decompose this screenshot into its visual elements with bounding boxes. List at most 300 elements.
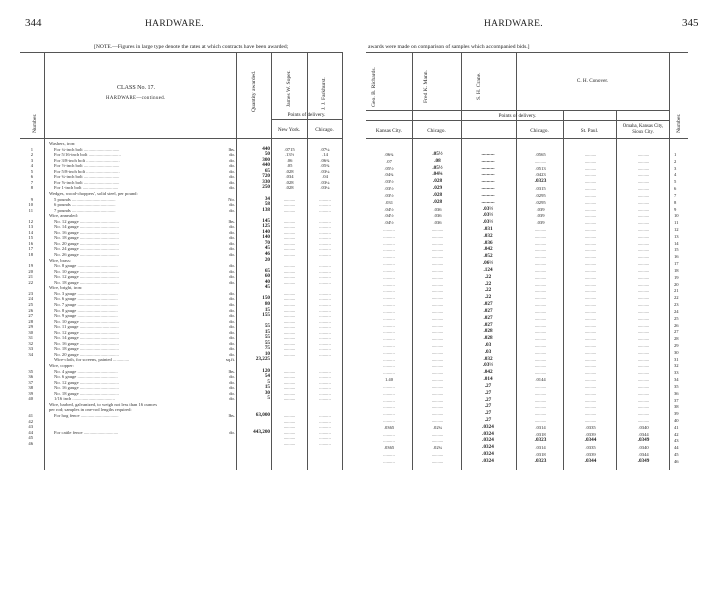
price-chicago: .......... [319,301,331,307]
price-crane: .032 [483,355,493,362]
row-number: 19 [28,263,33,269]
price-conover-chicago: .......... [534,308,547,314]
item-description: Washers, iron: [49,141,76,146]
table-row [366,227,688,234]
quantity-awarded: 34 [264,195,270,202]
table-row [366,302,688,309]
row-number: 11 [674,220,679,226]
price-crane: .......... [481,185,495,192]
unit: do. [229,296,235,302]
price-chicago: .......... [319,274,331,280]
price-mann: .......... [431,233,444,239]
row-number: 21 [28,274,33,280]
row-number: 22 [28,279,33,285]
price-chicago: .05¾ [320,163,330,169]
price-chicago: .03¼ [320,179,330,185]
item-description: For ¾-inch bolt ............................... [54,174,120,180]
price-conover-chicago: .......... [534,261,547,267]
quantity-awarded: 440 [262,145,270,152]
right-page-number: 345 [682,17,699,29]
price-mann: .......... [431,247,444,253]
row-number: 27 [674,329,679,335]
price-conover-chicago: .......... [534,240,547,246]
price-chicago: .04 [322,174,328,180]
price-richards: .......... [383,240,395,246]
price-mann: .......... [431,336,444,342]
row-number: 32 [28,340,33,346]
row-number: 42 [28,418,33,424]
quantity-awarded: 150 [262,295,270,302]
row-number: 4 [30,163,33,169]
price-mann: .028 [432,198,443,205]
price-crane: .027 [483,301,493,308]
price-conover-st-paul: .......... [584,254,597,260]
quantity-awarded: 75 [264,345,270,352]
left-running-head: HARDWARE. [145,19,204,29]
price-conover-omaha: .0349 [637,457,650,464]
price-richards: 1.40 [384,377,394,383]
price-conover-st-paul: .......... [584,308,597,314]
price-mann: .......... [431,288,444,294]
row-number: 9 [674,206,677,212]
price-conover-chicago: .0295 [535,192,546,198]
price-conover-omaha: .......... [637,377,650,383]
price-new-york: .......... [283,396,296,402]
row-number: 26 [674,322,679,328]
price-crane: .27 [484,416,492,423]
row-number: 10 [28,202,33,208]
item-description: 6 pounds ...................................... [54,202,116,208]
price-richards: .......... [383,261,395,267]
quantity-awarded: 65 [264,267,270,274]
price-richards: .......... [383,247,395,253]
price-conover-st-paul: .......... [584,227,597,233]
price-new-york: .......... [283,263,296,269]
price-richards: .......... [383,370,395,376]
price-chicago: .03¼ [320,168,330,174]
price-chicago: .......... [319,335,331,341]
price-new-york: .......... [283,207,296,213]
item-description: No. 11 gauge .................................. [54,324,119,330]
price-conover-st-paul: .......... [584,274,597,280]
price-conover-chicago: .......... [534,397,547,403]
price-richards: .......... [383,227,395,233]
quantity-awarded: 65 [264,167,270,174]
right-running-head: HARDWARE. [484,19,543,29]
unit: sq.ft. [225,357,235,363]
price-richards: .03½ [384,186,394,192]
price-conover-st-paul: .0344 [584,457,597,464]
price-chicago: .......... [319,218,331,224]
price-conover-st-paul: .......... [584,336,597,342]
price-richards: .0365 [383,445,395,451]
price-richards: .......... [383,267,395,273]
right-col-kansas-city: Kansas City. [375,128,403,134]
price-richards: .04¾ [384,172,394,178]
item-description: For cattle fence .............................. [54,429,119,435]
price-new-york: .......... [283,307,296,313]
quantity-awarded: 138 [262,206,270,213]
item-description: Wire-cloth, for screens, painted .............. [54,357,130,363]
unit: do. [229,307,235,313]
price-new-york: .......... [283,279,296,285]
unit: do. [229,379,235,385]
class-title: CLASS No. 17. [117,85,156,91]
row-number: 24 [674,308,679,314]
row-number: 10 [674,213,679,219]
item-description: No. 16 gauge .................................. [54,340,119,346]
price-conover-st-paul: .0335 [585,445,596,451]
row-number: 2 [30,152,33,158]
price-conover-chicago: .......... [534,274,547,280]
item-description: 7 pounds ...................................... [54,207,116,213]
row-number: 40 [674,417,679,423]
price-conover-st-paul: .......... [584,186,597,192]
quantity-awarded: 63,000 [255,411,270,418]
right-points-label: Points of delivery. [498,113,537,119]
price-conover-omaha: .......... [637,274,650,280]
price-conover-st-paul: .......... [584,158,597,164]
table-row [366,200,688,207]
unit: do. [229,429,235,435]
price-conover-omaha: .0344 [638,452,649,458]
left-note: [NOTE.—Figures in large type denote the rates at which contracts have been awarded; [94,44,289,50]
price-conover-st-paul: .......... [584,288,597,294]
table-row [20,441,342,447]
price-conover-st-paul: .......... [584,356,597,362]
price-conover-chicago: .039 [536,220,545,226]
left-page-number: 344 [25,17,42,29]
quantity-awarded: 70 [264,239,270,246]
price-richards: .04½ [384,206,394,212]
price-chicago: .......... [319,440,331,446]
row-number: 45 [674,452,679,458]
row-number: 22 [674,295,679,301]
row-number: 28 [28,318,33,324]
price-mann: .036 [433,220,442,226]
item-description: No. 18 gauge .................................. [54,279,119,285]
price-conover-chicago: .039 [536,213,545,219]
price-mann: .......... [431,254,444,260]
price-crane: .124 [483,266,493,273]
price-richards: .......... [383,342,395,348]
bidder-conover: C. H. Conover. [576,78,609,84]
row-number: 7 [674,192,677,198]
price-crane: .27 [484,389,492,396]
price-mann: .05½ [432,164,443,171]
price-mann: .05½ [432,151,443,157]
row-number: 41 [674,424,679,430]
price-conover-omaha: .......... [637,383,650,389]
unit: do. [229,202,235,208]
price-mann: .......... [431,240,444,246]
quantity-awarded: 15 [264,384,270,391]
price-crane: .042 [483,246,493,253]
price-crane: .......... [481,198,495,205]
price-mann: .......... [431,397,444,403]
unit: lbs. [228,146,235,152]
price-conover-chicago: .......... [534,329,547,335]
price-chicago: .......... [319,224,331,230]
price-conover-omaha: .......... [637,254,650,260]
row-number: 16 [28,240,33,246]
price-richards: .04½ [384,220,394,226]
row-number: 36 [674,390,679,396]
quantity-awarded: 46 [264,251,270,257]
price-conover-st-paul: .......... [584,404,597,410]
price-conover-st-paul: .......... [584,179,597,185]
price-new-york: .......... [283,440,296,446]
price-new-york: .......... [283,379,296,385]
price-conover-chicago: .......... [534,349,547,355]
price-chicago: .......... [319,396,331,402]
price-mann: .036 [433,213,442,219]
price-conover-omaha: .......... [637,370,650,376]
item-description: For 5/8-inch bolt ............................. [54,168,120,174]
price-conover-st-paul: .......... [584,206,597,212]
price-conover-chicago: .......... [534,247,547,253]
price-conover-st-paul: .......... [584,220,597,226]
price-richards: .......... [383,411,395,417]
price-new-york: .13½ [284,152,295,158]
price-chicago: .......... [319,290,331,296]
unit: do. [229,346,235,352]
price-conover-st-paul: .......... [584,267,597,273]
row-number: 28 [674,336,679,342]
table-row [366,391,688,398]
row-number: 34 [28,351,33,357]
price-crane: .027 [483,314,493,321]
unit: do. [229,224,235,230]
price-conover-chicago: .......... [534,417,547,423]
price-mann: .......... [431,342,444,348]
price-conover-st-paul: .......... [584,390,597,396]
price-new-york: .......... [283,301,296,307]
price-new-york: .......... [283,224,296,230]
price-new-york: .......... [283,235,296,241]
price-new-york: .......... [283,324,296,330]
quantity-awarded: 15 [264,306,270,313]
price-chicago: .......... [319,235,331,241]
left-col-new-york: New York. [277,127,301,133]
price-crane: .03 [484,348,492,355]
item-description: No. 12 gauge .................................. [54,329,119,335]
item-description: No. 18 gauge .................................. [54,346,119,352]
quantity-awarded: 5 [267,378,270,385]
item-description: No. 12 gauge .................................. [54,218,119,224]
table-row [366,193,688,200]
price-conover-st-paul: .......... [584,411,597,417]
price-mann: .......... [431,458,444,464]
quantity-awarded: 54 [264,373,270,380]
item-description: For ⅞-inch bolt ............................... [54,179,120,185]
price-conover-st-paul: .0344 [584,437,597,444]
table-row [366,425,688,432]
row-number: 13 [674,233,679,239]
unit: do. [229,152,235,158]
price-chicago: .......... [319,240,331,246]
price-conover-st-paul: .......... [584,152,597,157]
price-conover-st-paul: .......... [584,370,597,376]
price-crane: .0324 [482,451,494,458]
row-number: 32 [674,363,679,369]
price-new-york: .......... [283,412,296,418]
quantity-awarded: 155 [262,312,270,319]
price-conover-omaha: .......... [637,356,650,362]
left-points-label: Points of delivery. [287,112,326,118]
price-mann: .......... [431,370,444,376]
row-number: 31 [674,356,679,362]
price-mann: .......... [431,404,444,410]
price-mann: .......... [431,377,444,383]
price-conover-chicago: .0323 [534,457,547,464]
price-mann: .036 [433,206,442,212]
item-description: No. 7 gauge ................................... [54,301,118,307]
price-conover-chicago: .......... [534,254,547,260]
price-mann: .......... [431,295,444,301]
price-mann: .......... [431,363,444,369]
row-number: 25 [674,315,679,321]
unit: do. [229,301,235,307]
price-conover-omaha: .......... [637,390,650,396]
item-description: No. 14 gauge .................................. [54,224,119,230]
item-description: No. 20 gauge .................................. [54,240,119,246]
price-conover-chicago: .039 [536,206,545,212]
price-richards: .......... [383,288,395,294]
price-chicago: .......... [319,435,331,441]
quantity-awarded: 250 [262,184,270,191]
quantity-awarded: 55 [264,323,270,330]
unit: do. [229,252,235,257]
price-crane: .22 [484,287,492,294]
price-conover-chicago: .0513 [535,165,546,171]
item-description: Wire, bright, iron: [49,285,83,291]
quantity-awarded: 23,225 [255,356,270,363]
price-conover-st-paul: .......... [584,383,597,389]
price-conover-st-paul: .......... [584,329,597,335]
item-description: For 3/8-inch bolt ............................. [54,157,120,163]
table-row [366,343,688,350]
price-new-york: .......... [283,329,296,335]
price-new-york: .028 [285,168,294,174]
unit: do. [229,324,235,330]
table-row [366,152,688,159]
price-conover-chicago: .......... [534,356,547,362]
price-new-york: .......... [283,229,296,235]
price-new-york: .......... [283,202,296,208]
quantity-awarded: 40 [264,278,270,285]
item-description: For hog fence ................................. [54,412,119,418]
row-number: 44 [674,445,679,451]
price-new-york: .......... [283,252,296,257]
right-table-top-rule [366,52,688,53]
price-mann: .028 [432,178,443,185]
price-conover-st-paul: .0339 [585,431,596,437]
price-crane: .031 [483,226,493,233]
price-conover-omaha: .......... [637,281,650,287]
price-conover-chicago: .0565 [535,152,546,157]
table-row [366,404,688,411]
item-description: No. 4 gauge ................................... [54,368,118,374]
table-row [366,159,688,166]
price-conover-omaha: .......... [637,329,650,335]
quantity-awarded: 10 [264,350,270,357]
item-description: No. 3 gauge ................................... [54,290,118,296]
quantity-awarded: 5 [267,395,270,402]
price-richards: .......... [383,295,395,301]
price-new-york: .......... [283,390,296,396]
item-description: Wire, copper: [49,363,75,368]
price-richards: .......... [383,308,395,314]
price-conover-omaha: .0340 [638,424,649,430]
price-new-york: .......... [283,196,296,202]
price-mann: .08 [434,157,441,164]
row-number: 23 [674,302,679,308]
price-mann: .......... [431,267,444,273]
table-row [366,254,688,261]
table-row [366,445,688,452]
price-chicago: .......... [319,390,331,396]
item-description: No. 24 gauge .................................. [54,246,119,252]
price-richards: .......... [383,322,395,328]
price-conover-chicago: .0314 [535,424,546,430]
item-description: per rod; samples in one-rod lengths required: [49,407,132,413]
right-number-header: Number. [676,113,682,133]
price-conover-st-paul: .......... [584,172,597,178]
price-chicago: .14 [322,152,328,158]
price-mann: .02¾ [432,424,443,430]
price-mann: .......... [431,438,444,444]
price-mann: .......... [431,411,444,417]
price-new-york: .......... [283,435,296,441]
row-number: 12 [28,218,33,224]
price-new-york: .05 [286,163,293,169]
price-conover-omaha: .......... [637,349,650,355]
price-crane: .03½ [482,219,494,226]
quantity-awarded: 80 [264,300,270,307]
price-conover-st-paul: .......... [584,165,597,171]
table-row [366,384,688,391]
price-conover-omaha: .......... [637,397,650,403]
price-chicago: .......... [319,229,331,235]
quantity-header: Quantity awarded. [251,70,257,112]
unit: do. [229,185,235,191]
row-number: 7 [30,179,33,185]
quantity-awarded: 145 [262,217,270,224]
item-description: 1/16 inch ..................................... [54,396,115,402]
price-richards: .......... [383,383,395,389]
price-new-york: .028 [285,179,294,185]
price-conover-omaha: .......... [637,295,650,301]
price-crane: .22 [484,273,492,280]
price-conover-chicago: .0318 [535,431,546,437]
table-row [366,220,688,227]
price-conover-omaha: .......... [637,342,650,348]
row-number: 45 [28,435,33,441]
price-conover-st-paul: .......... [584,240,597,246]
price-new-york: .......... [283,351,296,357]
unit: lbs. [228,368,235,374]
price-crane: .03 [484,341,492,348]
quantity-awarded: 50 [264,151,270,158]
quantity-awarded: 140 [262,234,270,241]
row-number: 38 [28,385,33,391]
price-chicago: .......... [319,296,331,302]
price-conover-st-paul: .......... [584,233,597,239]
row-number: 16 [674,254,679,260]
price-richards: .......... [383,281,395,287]
item-description: No. 20 gauge .................................. [54,351,119,357]
